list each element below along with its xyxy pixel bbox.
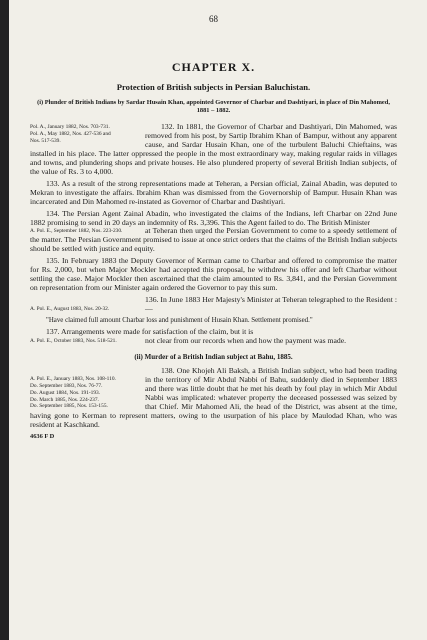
side-note-132: [30, 124, 135, 144]
side-note-line: Nos. 517-539.: [30, 137, 61, 144]
chapter-title: Protection of British subjects in Persian Baluchistan.: [116, 82, 311, 92]
paragraph-136: 136. In June 1883 Her Majesty's Minister at Teheran telegraphed to the Resident :—: [145, 295, 397, 314]
side-note-line: Do. September 1885, Nos. 153-155.: [30, 403, 108, 410]
paragraph-137-a: 137. Arrangements were made for satisfaction of the claim, but it is: [46, 327, 254, 337]
section-ii-title: (ii) Murder of a British Indian subject at Bahu, 1885.: [134, 353, 293, 362]
paragraph-138: 138. One Khojeh Ali Baksh, a British Indian subject, who had been trading in the territory of Mir Abdul Nabbi of Bahu, suddenly died in September 1883 and there was little doubt that he met his death by foul play in which Mir Abdul Nabbi was implicated: whatever property the deceased possessed was seized by that Chief. Mir Mahomed Ali, the head of the District, was absent at the time, having gone to Kerman to represent matters, owing to the usurpation of his place by Maulodad Khan, who was resident at Kaschkand.: [30, 366, 397, 429]
side-note-136: A. Pol. E., August 1883, Nos. 20-32.: [30, 306, 110, 313]
side-note-line: Do. September 1883, Nos. 76-77.: [30, 382, 103, 389]
print-code: 4636 F D: [30, 432, 55, 440]
paragraph-133: 133. As a result of the strong representations made at Teheran, a Persian official, Zainal Abadin, was deputed to Mekran to investigate the affairs. Ibrahim Khan was dismissed from the Governorship of Bampur. Husain Khan was incarcerated and Din Mahomed re-instated as Governor of Charbar and Dashtiyari.: [30, 178, 397, 206]
chapter-heading: CHAPTER X.: [171, 60, 256, 74]
section-i-title: (i) Plunder of British Indians by Sardar Husain Khan, appointed Governor of Charbar and Dashtiyari, in place of Din Mahomed, 1881 – 1882.: [37, 99, 390, 114]
quote-136: "Have claimed full amount Charbar loss and punishment of Husain Khan. Settlement promised.": [46, 317, 313, 325]
side-note-line: Do. March 1885, Nos. 224-237.: [30, 396, 99, 403]
paragraph-132: 132. In 1881, the Governor of Charbar and Dashtiyari, Din Mahomed, was removed from his post, by Sartip Ibrahim Khan of Bampur, without any apparent cause, and Sardar Husain Khan, one of the turbulent Baluchi Chieftains, was installed in his place. The latter oppressed the people in the most extraordinary way, making regular raids in villages and towns, and plundering shops and private houses. He also plundered property of several British Indian subjects, of the value of Rs. 3 to 4,000.: [30, 122, 397, 176]
side-note-line: A. Pol. E., January 1883, Nos. 108-110.: [30, 376, 116, 383]
paragraph-137-b: not clear from our records when and how the payment was made.: [145, 336, 347, 346]
document-body: [30, 123, 397, 442]
side-note-line: Do. August 1884, Nos. 191-193.: [30, 389, 101, 396]
side-note-line: Pol. A., January 1882, Nos. 703-731.: [30, 124, 110, 130]
paragraph-135: 135. In February 1883 the Deputy Governor of Kerman came to Charbar and offered to compromise the matter for Rs. 2,000, but when Major Mockler had accepted this proposal, he withdrew his offer and left Charbar without settling the case. Major Mockler then ascertained that the claim amounted to Rs. 3,841, and the Persian Government on representation from our Minister again ordered the Governor to pay this sum.: [30, 256, 397, 293]
side-note-134: A. Pol. E., September 1882, Nos. 223-230.: [30, 228, 123, 235]
side-note-138: [30, 376, 135, 410]
side-note-line: Pol. A., May 1882, Nos. 427-536 and: [30, 130, 111, 137]
book-spine-edge: [0, 0, 9, 640]
paragraph-134-a: 134. The Persian Agent Zainal Abadin, who investigated the claims of the Indians, left Charbar on 22nd June 1882 promising to send in 20 days an indemnity of Rs. 3,396. This the Agent failed to do. The British Minister: [30, 208, 397, 227]
page-number: 68: [209, 14, 218, 24]
side-note-137: A. Pol. E., October 1883, Nos. 518-521.: [30, 338, 117, 345]
paragraph-134-b: at Teheran then urged the Persian Government to come to a speedy settlement of the matter. The Persian Government promised to issue at once strict orders that the claims of the British Indian subjects should be settled with justice and equity.: [30, 226, 397, 254]
